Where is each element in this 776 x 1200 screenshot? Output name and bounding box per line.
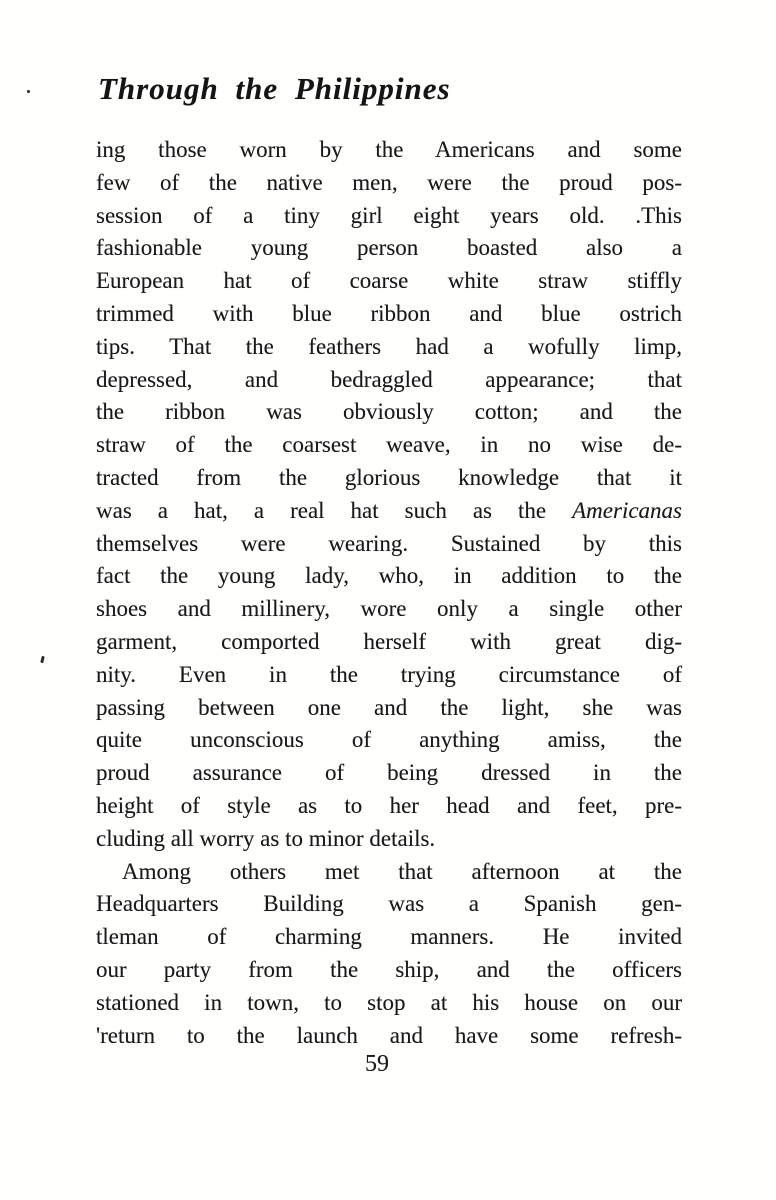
text-line: quite unconscious of anything amiss, the [96,727,682,753]
text-line: fashionable young person boasted also a [96,235,682,261]
text-line: session of a tiny girl eight years old. .This [96,202,682,228]
text-line: our party from the ship, and the officers [96,956,682,982]
text-segment: was a hat, a real hat such as the [96,497,573,523]
running-header: Through the Philippines [98,71,451,106]
text-line: trimmed with blue ribbon and blue ostrich [96,300,682,326]
text-line: shoes and millinery, wore only a single other [96,596,682,622]
text-line: fact the young lady, who, in addition to the [96,563,682,589]
text-line: themselves were wearing. Sustained by this [96,530,682,556]
text-line: proud assurance of being dressed in the [96,760,682,786]
text-line: garment, comported herself with great dig- [96,628,682,654]
page-number: 59 [365,1051,389,1077]
text-line: stationed in town, to stop at his house on our [96,989,682,1015]
body-text [96,134,682,1052]
text-line [96,495,682,528]
text-line: Headquarters Building was a Spanish gen- [96,891,682,917]
text-line: height of style as to her head and feet, pre- [96,792,682,818]
text-line: cluding all worry as to minor details. [96,825,436,851]
scan-speck [27,90,30,93]
text-line: tleman of charming manners. He invited [96,924,682,950]
text-line: ing those worn by the Americans and some [96,137,682,162]
text-line: the ribbon was obviously cotton; and the [96,399,682,425]
text-line: depressed, and bedraggled appearance; that [96,366,682,392]
italic-word: Americanas [572,497,682,523]
scan-speck [40,656,45,664]
text-line: tips. That the feathers had a wofully limp, [96,333,682,359]
text-line: straw of the coarsest weave, in no wise de- [96,432,682,458]
text-line: Among others met that afternoon at the [122,858,682,884]
text-line: few of the native men, were the proud pos- [96,169,682,195]
text-line: nity. Even in the trying circumstance of [96,661,682,687]
text-line: 'return to the launch and have some refresh- [96,1022,682,1048]
text-line: passing between one and the light, she was [96,694,682,720]
text-line: tracted from the glorious knowledge that it [96,464,682,490]
text-line: European hat of coarse white straw stiffly [96,268,682,294]
